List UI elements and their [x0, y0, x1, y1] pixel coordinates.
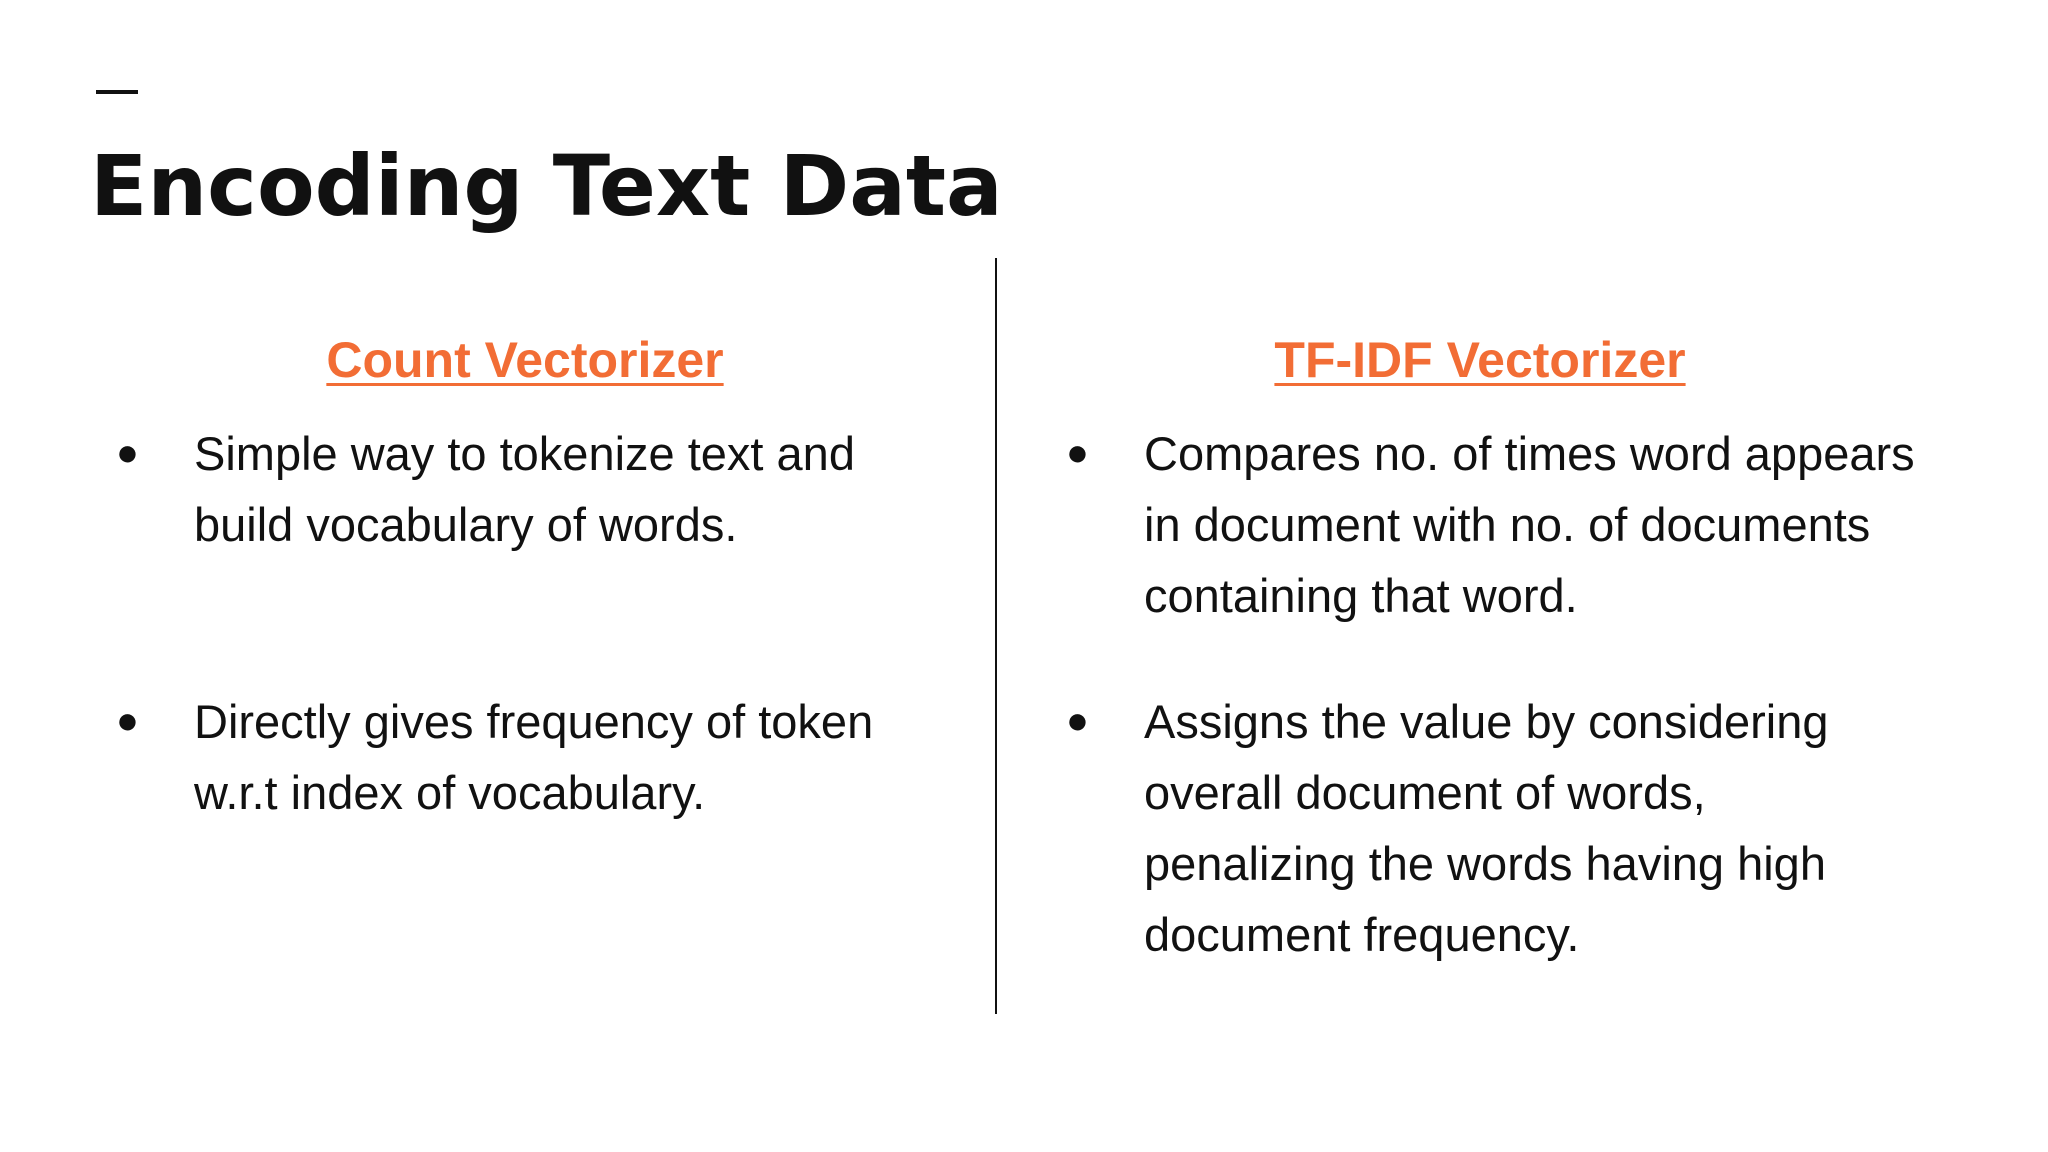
bullet-item [110, 418, 950, 560]
bullet-dot-icon: ● [1066, 700, 1089, 742]
bullet-text: Assigns the value by considering overall document of words, penalizing the words having high document frequency. [1144, 695, 1829, 961]
bullet-item [110, 686, 950, 828]
title-accent-dash [96, 90, 138, 94]
tfidf-vectorizer-heading: TF-IDF Vectorizer [1274, 332, 1686, 388]
column-divider [995, 258, 997, 1014]
bullet-text: Compares no. of times word appears in document with no. of documents containing that word. [1144, 427, 1915, 622]
bullet-item [1060, 418, 1920, 631]
count-vectorizer-column [110, 330, 950, 828]
count-vectorizer-bullets [110, 418, 950, 828]
tfidf-vectorizer-column [1060, 330, 1920, 970]
bullet-text: Directly gives frequency of token w.r.t index of vocabulary. [194, 695, 874, 819]
bullet-item [1060, 686, 1920, 970]
bullet-dot-icon: ● [116, 700, 139, 742]
count-vectorizer-heading: Count Vectorizer [326, 332, 724, 388]
tfidf-vectorizer-bullets [1060, 418, 1920, 970]
bullet-text: Simple way to tokenize text and build vocabulary of words. [194, 427, 855, 551]
bullet-dot-icon: ● [1066, 432, 1089, 474]
bullet-dot-icon: ● [116, 432, 139, 474]
slide-title: Encoding Text Data [90, 137, 1003, 235]
